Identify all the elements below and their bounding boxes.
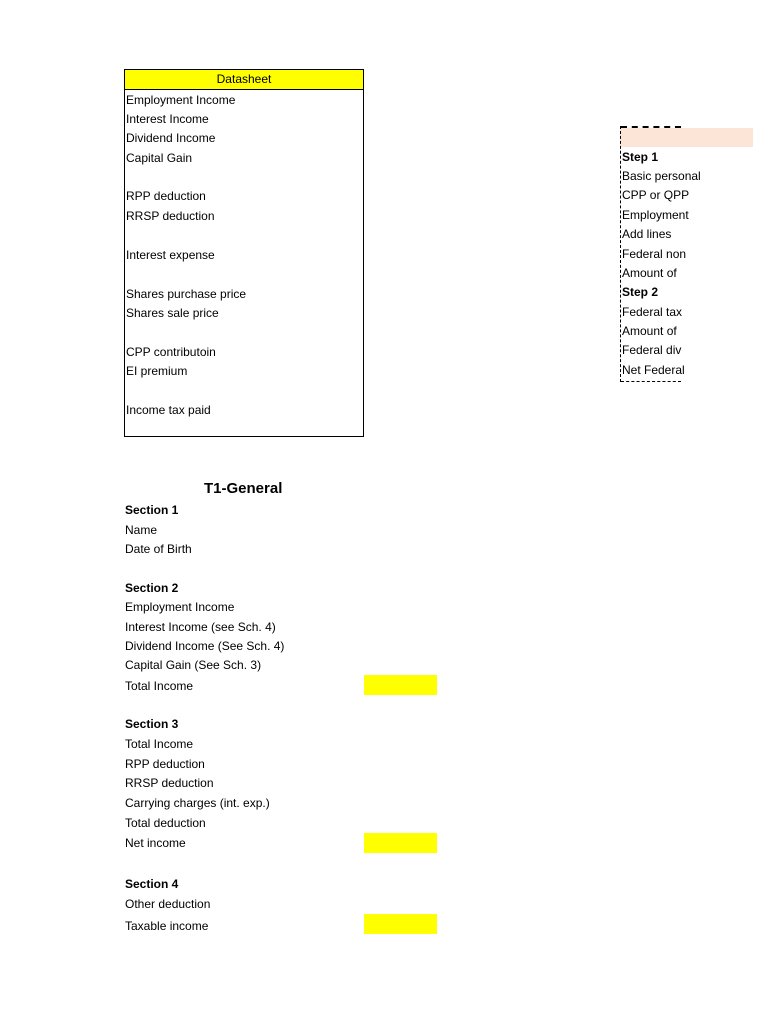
datasheet-title: Datasheet xyxy=(125,70,363,90)
federal-tax-panel xyxy=(620,126,701,382)
rp-basic-personal: Basic personal xyxy=(622,169,701,183)
rp-amount-of-1: Amount of xyxy=(622,266,677,280)
rp-federal-div: Federal div xyxy=(622,343,682,357)
section-4-heading: Section 4 xyxy=(125,877,179,891)
t1-net-income: Net income xyxy=(125,836,186,850)
ds-income-tax-paid: Income tax paid xyxy=(126,403,211,417)
net-income-cell[interactable] xyxy=(364,833,437,853)
ds-rpp-deduction: RPP deduction xyxy=(126,189,206,203)
rp-federal-tax: Federal tax xyxy=(622,305,683,319)
total-income-cell[interactable] xyxy=(364,675,437,695)
rp-amount-of-2: Amount of xyxy=(622,324,677,338)
t1-general-title: T1-General xyxy=(204,480,283,497)
ds-dividend-income: Dividend Income xyxy=(126,131,216,145)
t1-other-deduction: Other deduction xyxy=(125,897,211,911)
t1-s3-total-income: Total Income xyxy=(125,737,194,751)
t1-carrying-charges: Carrying charges (int. exp.) xyxy=(125,796,270,810)
section-3-heading: Section 3 xyxy=(125,717,179,731)
taxable-income-cell[interactable] xyxy=(364,914,437,934)
t1-taxable-income: Taxable income xyxy=(125,919,209,933)
t1-rpp-deduction: RPP deduction xyxy=(125,757,205,771)
panel-bottom-rule xyxy=(621,381,681,382)
ds-capital-gain: Capital Gain xyxy=(126,151,193,165)
rp-step-2: Step 2 xyxy=(622,285,659,299)
t1-capital-gain: Capital Gain (See Sch. 3) xyxy=(125,658,262,672)
ds-shares-sale-price: Shares sale price xyxy=(126,306,219,320)
t1-dob-label: Date of Birth xyxy=(125,542,192,556)
t1-total-income: Total Income xyxy=(125,679,194,693)
ds-employment-income: Employment Income xyxy=(126,93,236,107)
panel-top-rule xyxy=(621,126,681,128)
section-1-heading: Section 1 xyxy=(125,503,179,517)
t1-interest-income: Interest Income (see Sch. 4) xyxy=(125,620,276,634)
rp-cpp-qpp: CPP or QPP xyxy=(622,188,690,202)
ds-interest-income: Interest Income xyxy=(126,112,209,126)
t1-dividend-income: Dividend Income (See Sch. 4) xyxy=(125,639,285,653)
ds-interest-expense: Interest expense xyxy=(126,248,215,262)
ds-ei-premium: EI premium xyxy=(126,364,188,378)
rp-employment: Employment xyxy=(622,208,689,222)
rp-step-1: Step 1 xyxy=(622,150,659,164)
datasheet-table xyxy=(124,69,364,437)
section-2-heading: Section 2 xyxy=(125,581,179,595)
ds-shares-purchase-price: Shares purchase price xyxy=(126,287,247,301)
rp-federal-non: Federal non xyxy=(622,247,687,261)
ds-rrsp-deduction: RRSP deduction xyxy=(126,209,215,223)
ds-cpp-contribution: CPP contributoin xyxy=(126,345,216,359)
rp-net-federal: Net Federal xyxy=(622,363,685,377)
t1-total-deduction: Total deduction xyxy=(125,816,206,830)
t1-rrsp-deduction: RRSP deduction xyxy=(125,776,214,790)
t1-employment-income: Employment Income xyxy=(125,600,235,614)
t1-name-label: Name xyxy=(125,523,158,537)
rp-add-lines: Add lines xyxy=(622,227,672,241)
